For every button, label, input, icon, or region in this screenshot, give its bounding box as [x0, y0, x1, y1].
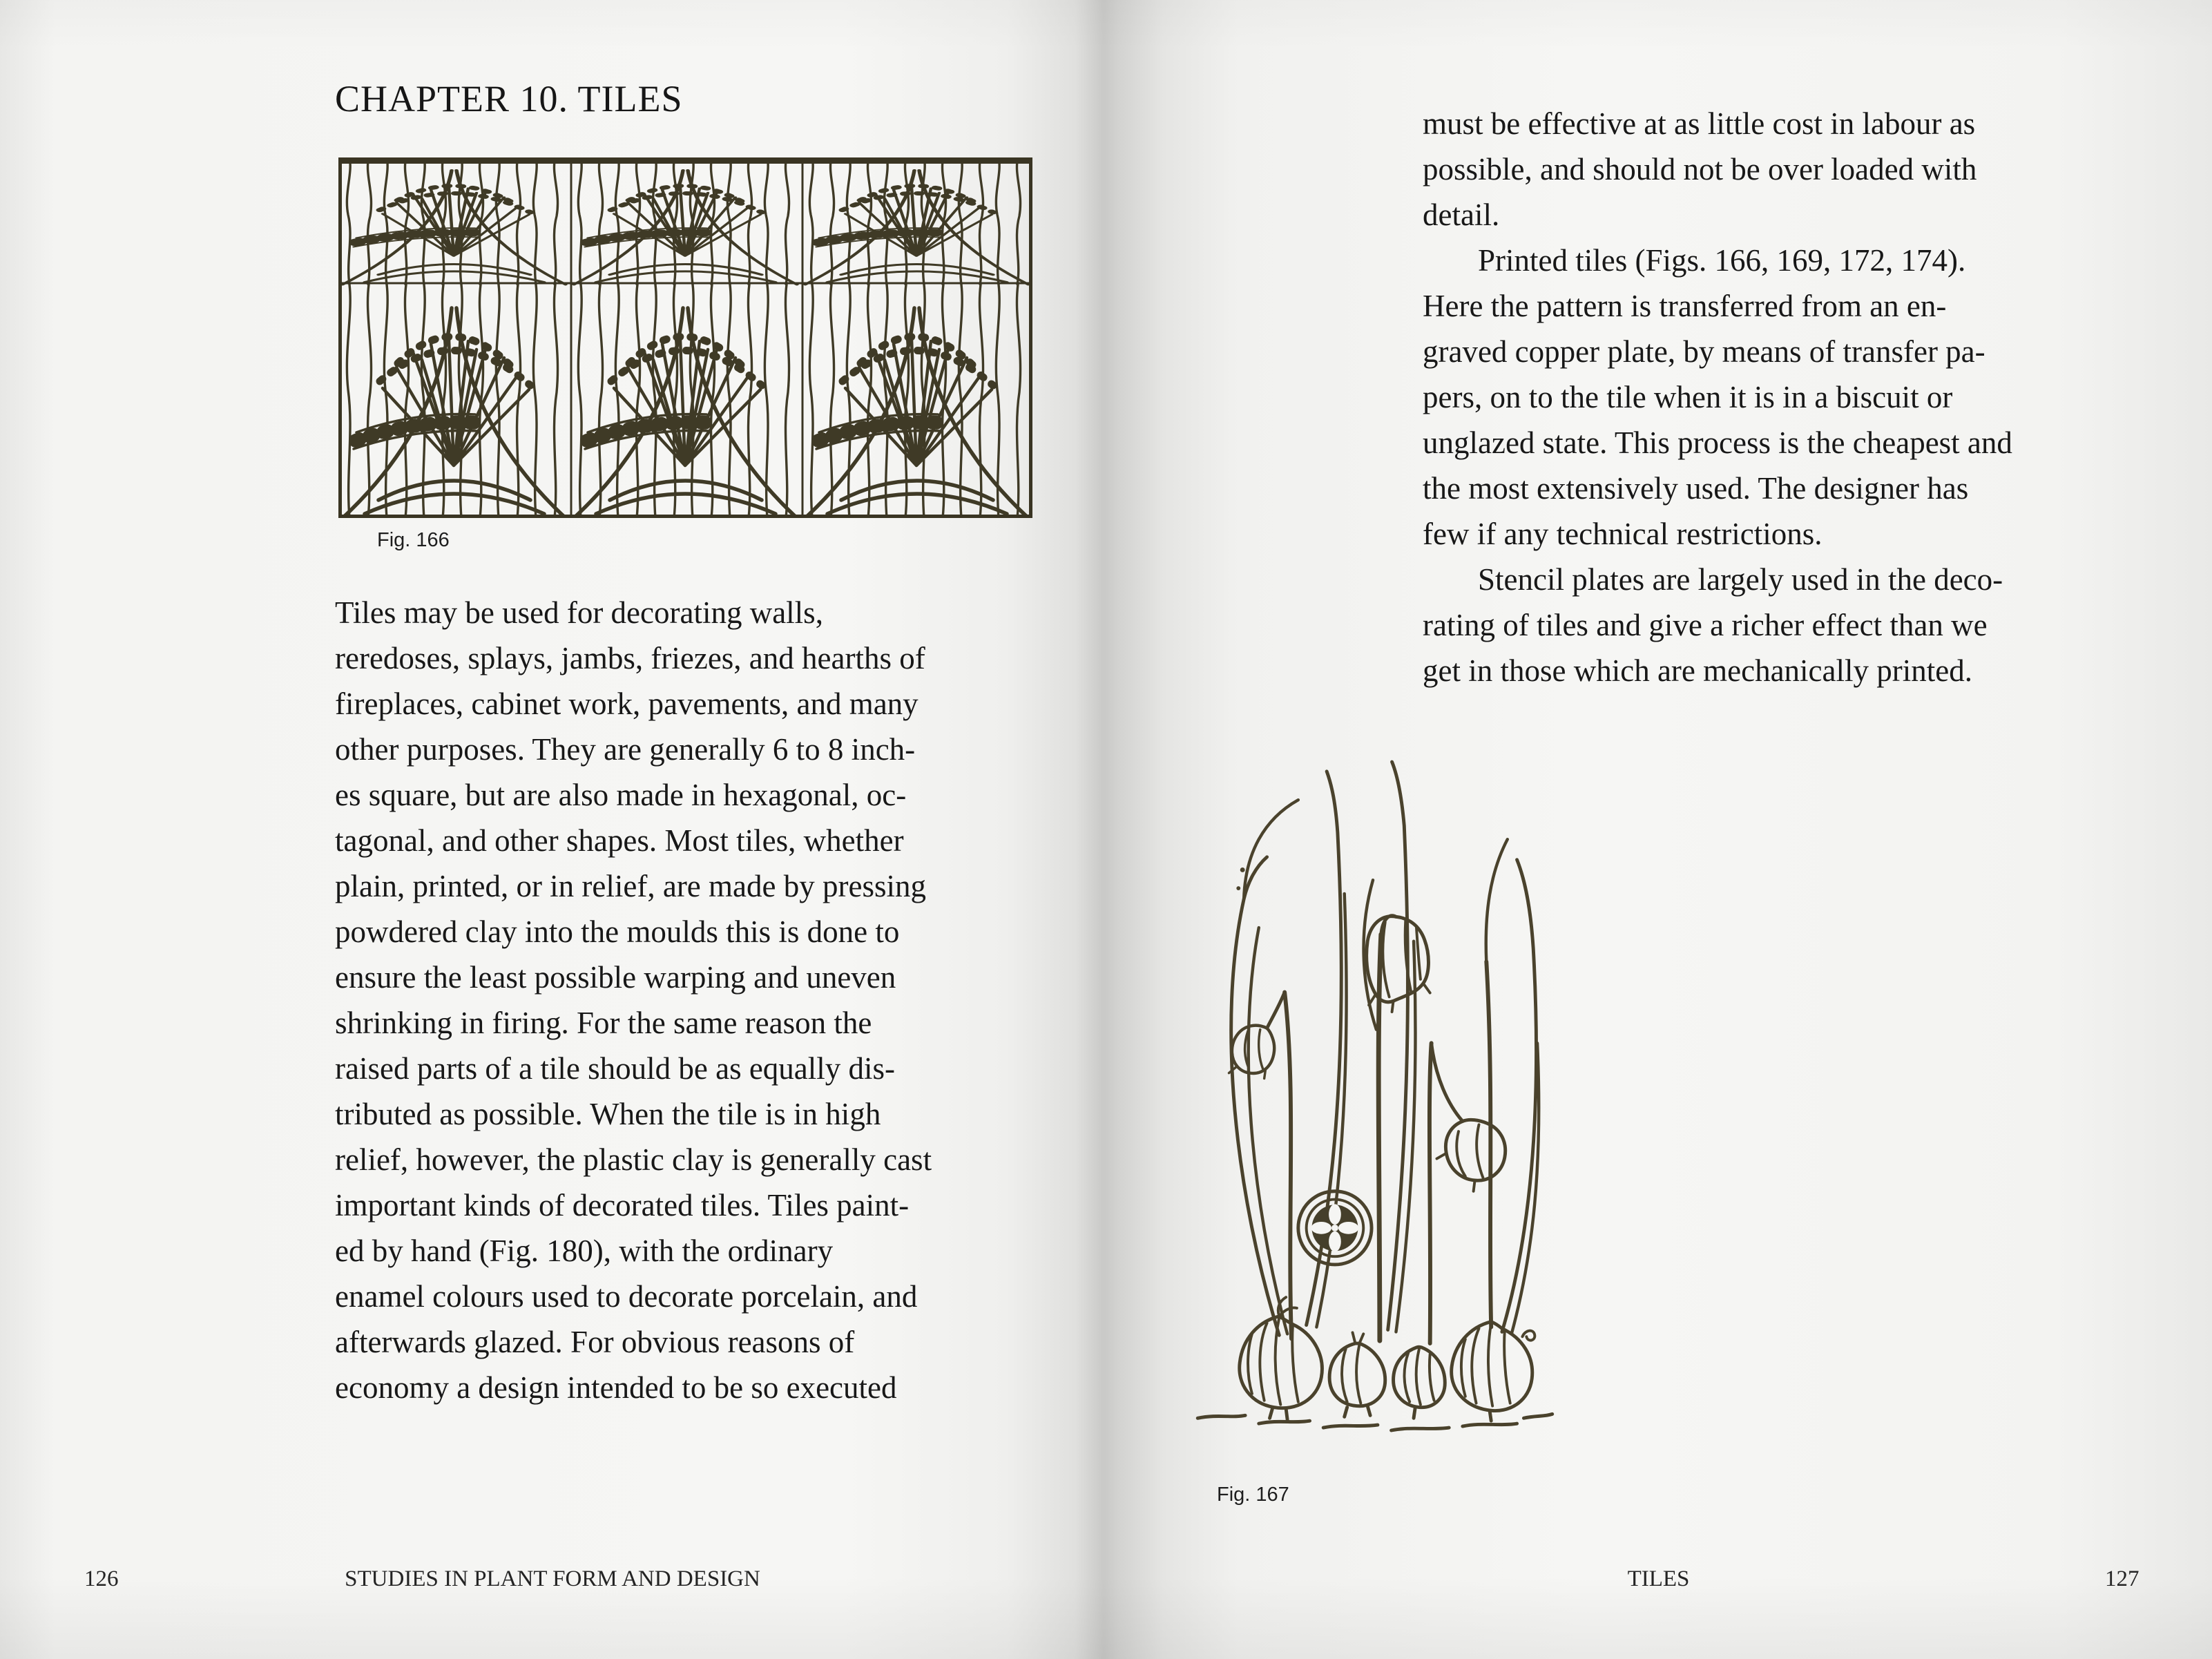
text-line: important kinds of decorated tiles. Tiles paint- [335, 1188, 910, 1222]
text-line: unglazed state. This process is the cheapest and [1423, 425, 2012, 460]
text-line: must be effective at as little cost in labour as [1423, 106, 1976, 141]
text-line: powdered clay into the moulds this is done to [335, 914, 900, 949]
text-line: es square, but are also made in hexagonal, oc- [335, 778, 907, 812]
text-line: ensure the least possible warping and uneven [335, 960, 896, 995]
text-line: Printed tiles (Figs. 166, 169, 172, 174). [1478, 243, 1966, 278]
text-line: tributed as possible. When the tile is in high [335, 1097, 881, 1131]
text-line: enamel colours used to decorate porcelain, and [335, 1279, 918, 1314]
text-line: other purposes. They are generally 6 to 8 inch- [335, 732, 916, 767]
text-line: afterwards glazed. For obvious reasons of [335, 1325, 855, 1359]
text-line: possible, and should not be over loaded with [1423, 152, 1977, 186]
text-line: rating of tiles and give a richer effect than we [1423, 608, 1988, 642]
text-line: get in those which are mechanically printed. [1423, 653, 1972, 688]
left-page-number: 126 [84, 1566, 119, 1591]
text-line: reredoses, splays, jambs, friezes, and hearths of [335, 641, 925, 675]
right-running-title: TILES [1627, 1566, 1690, 1591]
fig-166-tile-pattern-illustration [338, 157, 1032, 518]
text-line: Stencil plates are largely used in the deco- [1478, 562, 2003, 597]
text-line: plain, printed, or in relief, are made by pressing [335, 869, 926, 903]
left-page [0, 0, 1105, 1659]
text-line: graved copper plate, by means of transfer pa- [1423, 334, 1985, 369]
text-line: Here the pattern is transferred from an en- [1423, 289, 1947, 323]
text-line: shrinking in firing. For the same reason the [335, 1006, 872, 1040]
right-body-text [1423, 101, 2134, 693]
text-line: pers, on to the tile when it is in a biscuit or [1423, 380, 1953, 414]
left-body-text [335, 590, 1067, 1410]
text-line: raised parts of a tile should be as equally dis- [335, 1051, 896, 1086]
text-line: ed by hand (Fig. 180), with the ordinary [335, 1234, 834, 1268]
text-line: the most extensively used. The designer has [1423, 471, 1969, 506]
text-line: tagonal, and other shapes. Most tiles, whether [335, 823, 904, 858]
text-line: detail. [1423, 198, 1500, 232]
fig-166-caption: Fig. 166 [377, 529, 450, 551]
fig-167-plant-illustration [1174, 724, 1575, 1471]
fig-167-caption: Fig. 167 [1217, 1484, 1289, 1506]
text-line: Tiles may be used for decorating walls, [335, 595, 823, 630]
left-running-title: STUDIES IN PLANT FORM AND DESIGN [345, 1566, 760, 1591]
text-line: fireplaces, cabinet work, pavements, and many [335, 687, 919, 721]
text-line: economy a design intended to be so executed [335, 1370, 897, 1405]
right-page-number: 127 [2105, 1566, 2139, 1591]
right-page [1105, 0, 2212, 1659]
text-line: few if any technical restrictions. [1423, 517, 1823, 551]
chapter-title: CHAPTER 10. TILES [335, 78, 683, 119]
text-line: relief, however, the plastic clay is generally cast [335, 1142, 932, 1177]
